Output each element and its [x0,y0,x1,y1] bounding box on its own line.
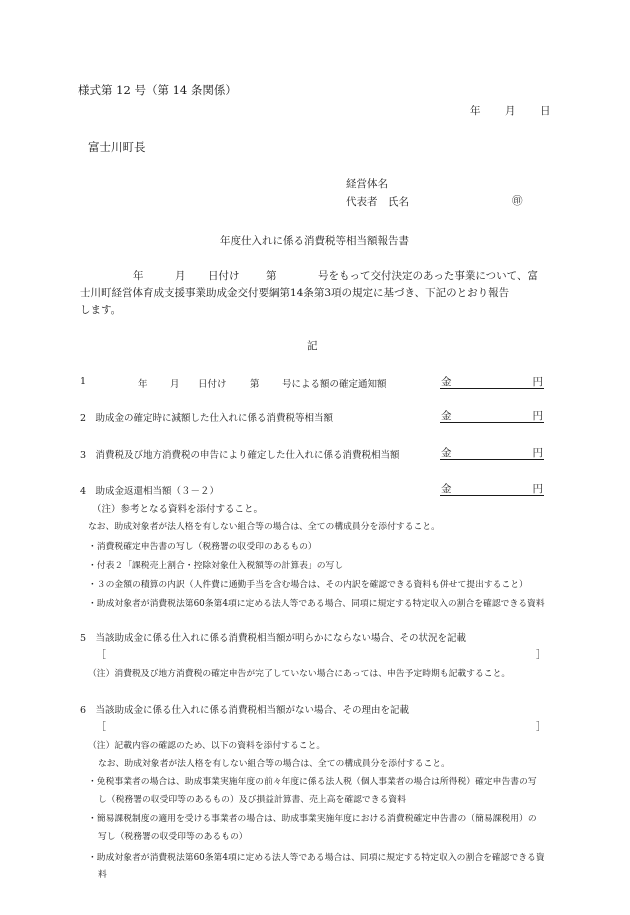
rep-label: 代表者 氏名 [346,196,409,208]
item-4-bullet-2: ・付表２「課税売上割合・控除対象仕入税額等の計算表」の写し [88,561,344,571]
item-4-bullet-1: ・消費税確定申告書の写し（税務署の収受印のあるもの） [88,542,317,552]
seal-mark: ㊞ [512,195,523,207]
ki-heading: 記 [307,340,318,352]
item-4-note-sub: なお、助成対象者が法人格を有しない組合等の場合は、全ての構成員分を添付すること。 [88,522,440,532]
intro-line2: 士川町経営体育成支援事業助成金交付要綱第14条第3項の規定に基づき、下記のとおり報告 [80,287,510,299]
intro-line1-rest: 号をもって交付決定のあった事業について、富 [318,270,538,282]
item-6-close-bracket: ］ [536,722,546,733]
item-4-note-head: （注）参考となる資料を添付すること。 [92,504,264,515]
item-4-bullet-3: ・３の金額の積算の内訳（人件費に通勤手当を含む場合は、その内訳を確認できる資料も併せて提出すること） [88,580,528,590]
item-4-amount[interactable] [440,481,544,496]
item-6-note-sub: なお、助成対象者が法人格を有しない組合等の場合は、全ての構成員分を添付すること。 [98,759,450,769]
item-1-kin: 金 [441,376,452,388]
item-2-amount[interactable] [440,408,544,423]
item-5-input-area[interactable] [96,646,546,662]
item-6-open-bracket: ［ [96,722,106,733]
item-1-no: 第 [250,379,260,390]
item-6-text: 6 当該助成金に係る仕入れに係る消費税相当額がない場合、その理由を記載 [80,705,410,716]
item-1-year: 年 [138,379,148,390]
item-6-bullet-1-line-1: ・免税事業者の場合は、助成事業実施年度の前々年度に係る法人税（個人事業者の場合は所得税）確定申告書の写 [88,777,537,787]
org-label: 経営体名 [346,178,388,190]
document-title: 年度仕入れに係る消費税等相当額報告書 [220,235,409,247]
item-3-en: 円 [532,447,543,459]
item-4-bullet-4: ・助成対象者が消費税法第60条第4項に定める法人等である場合、同項に規定する特定収入の割合を確認できる資料 [88,599,545,609]
item-6-bullet-3-line-1: ・助成対象者が消費税法第60条第4項に定める法人等である場合は、同項に規定する特定収入の割合を確認できる資 [88,853,545,863]
item-6-bullet-2-line-1: ・簡易課税制度の適用を受ける事業者の場合は、助成事業実施年度における消費税確定申告書の（簡易課税用）の [88,814,537,824]
item-6-bullet-1-line-2: し（税務署の収受印等のあるもの）及び損益計算書、売上高を確認できる資料 [98,795,406,805]
intro-no: 第 [266,270,277,282]
addressee: 富士川町長 [88,140,146,154]
item-4-en: 円 [532,483,543,495]
item-2-text: 2 助成金の確定時に減額した仕入れに係る消費税等相当額 [80,413,334,424]
item-4-kin: 金 [441,483,452,495]
item-1-rest: 号による額の確定通知額 [282,379,387,390]
item-5-note: （注）消費税及び地方消費税の確定申告が完了していない場合にあっては、申告予定時期も記載すること。 [88,669,511,679]
intro-month: 月 [175,270,186,282]
item-1-number: 1 [80,376,87,387]
item-1-amount[interactable] [440,374,544,389]
intro-line3: します。 [80,304,122,316]
item-3-kin: 金 [441,447,452,459]
item-4-text: 4 助成金返還相当額（３－２） [80,486,220,497]
item-1-day: 日付け [198,379,227,390]
item-3-amount[interactable] [440,445,544,460]
item-6-note-head: （注）記載内容の確認のため、以下の資料を添付すること。 [88,741,326,751]
date-month: 月 [505,105,516,117]
item-6-bullet-3-line-2: 料 [98,870,107,880]
item-3-text: 3 消費税及び地方消費税の申告により確定した仕入れに係る消費税相当額 [80,450,400,461]
item-1-month: 月 [170,379,180,390]
item-2-kin: 金 [441,410,452,422]
item-5-text: 5 当該助成金に係る仕入れに係る消費税相当額が明らかにならない場合、その状況を記載 [80,633,467,644]
item-2-en: 円 [532,410,543,422]
item-5-open-bracket: ［ [96,650,106,661]
date-day: 日 [540,105,551,117]
date-year: 年 [470,105,481,117]
item-6-input-area[interactable] [96,718,546,734]
item-6-bullet-2-line-2: 写し（税務署の収受印等のあるもの） [98,832,248,842]
form-number: 様式第 12 号（第 14 条関係） [78,83,237,97]
item-5-close-bracket: ］ [536,650,546,661]
intro-year: 年 [133,270,144,282]
intro-day: 日付け [208,270,240,282]
item-1-en: 円 [532,376,543,388]
